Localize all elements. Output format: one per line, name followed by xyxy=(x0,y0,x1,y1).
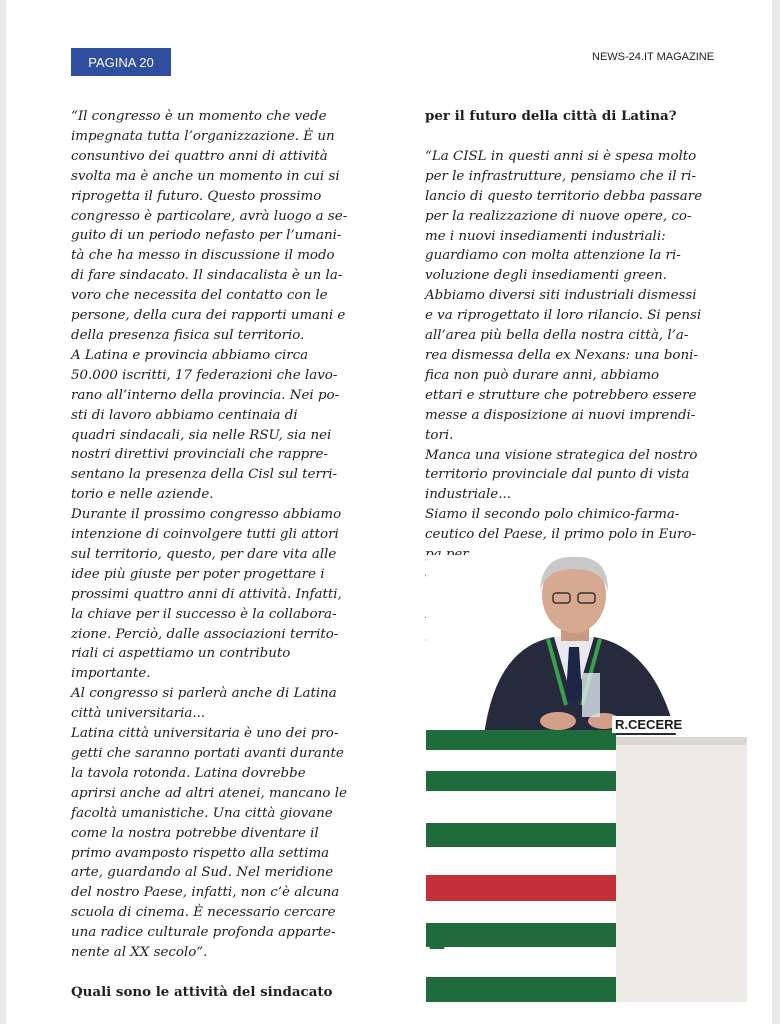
text-line: la chiave per il successo è la collabora- xyxy=(71,606,337,622)
text-line: importante. xyxy=(71,666,151,682)
text-line: congresso è particolare, avrà luogo a se- xyxy=(71,208,348,224)
text-line: Latina città universitaria è uno dei pro- xyxy=(71,726,339,742)
text-line: all’area più bella della nostra città, l’a- xyxy=(425,328,689,344)
text-line: Siamo il secondo polo chimico-farma- xyxy=(425,507,680,523)
text-line: me i nuovi insediamenti industriali: xyxy=(425,228,666,244)
text-line: impegnata tutta l’organizzazione. È un xyxy=(71,128,335,144)
interview-question-heading: Quali sono le attività del sindacato xyxy=(71,983,333,1000)
text-line: industriale... xyxy=(425,487,511,503)
text-line: consuntivo dei quattro anni di attività xyxy=(71,148,328,164)
text-line: guardiamo con molta attenzione la ri- xyxy=(425,248,681,264)
text-line: A Latina e provincia abbiamo circa xyxy=(71,347,309,363)
text-line: zione. Perciò, dalle associazioni territo- xyxy=(71,626,339,642)
text-line: tori. xyxy=(425,427,454,443)
page-number-badge xyxy=(71,48,171,76)
text-line: torio e nelle aziende. xyxy=(71,487,214,503)
text-line: lancio di questo territorio debba passare xyxy=(425,188,703,204)
text-line: voro che necessita del contatto con le xyxy=(71,288,328,304)
text-line: tà che ha messo in discussione il modo xyxy=(71,248,335,264)
text-line: getti che saranno portati avanti durante xyxy=(71,746,344,761)
text-line: rea dismessa della ex Nexans: una boni- xyxy=(425,347,698,363)
text-line: primo avamposto rispetto alla settima xyxy=(71,845,330,861)
interview-question-heading-continued: per il futuro della città di Latina? xyxy=(425,108,677,124)
text-line: Durante il prossimo congresso abbiamo xyxy=(71,507,342,523)
text-line: svolta ma è anche un momento in cui si xyxy=(71,168,340,184)
svg-text:E: E xyxy=(428,925,446,955)
text-line: 50.000 iscritti, 17 federazioni che lavo- xyxy=(71,367,338,383)
text-line: aprirsi anche ad altri atenei, mancano le xyxy=(71,785,347,801)
speaker-photo xyxy=(426,555,747,1002)
text-line: la tavola rotonda. Latina dovrebbe xyxy=(71,765,306,781)
text-line: prossimi quattro anni di attività. Infatti, xyxy=(71,586,342,602)
text-line: ettari e strutture che potrebbero essere xyxy=(425,387,697,403)
text-line: della presenza fisica sul territorio. xyxy=(71,327,305,343)
svg-text:A: A xyxy=(428,977,447,1002)
text-line: sentano la presenza della Cisl sul terri- xyxy=(71,467,338,483)
text-line: persone, della cura dei rapporti umani e xyxy=(71,308,346,324)
text-line: messe a disposizione ai nuovi imprendi- xyxy=(425,407,696,423)
text-line: nente al XX secolo”. xyxy=(71,945,208,961)
text-line: città universitaria... xyxy=(71,706,206,722)
text-line: guito di un periodo nefasto per l’umani- xyxy=(71,228,342,244)
text-line: Al congresso si parlerà anche di Latina xyxy=(71,686,337,702)
text-line: nostri direttivi provinciali che rappre- xyxy=(71,447,328,463)
text-line: e va riprogettato il loro rilancio. Si pensi xyxy=(425,308,702,324)
text-line: riprogetta il futuro. Questo prossimo xyxy=(71,188,322,204)
text-line: facoltà umanistiche. Una città giovane xyxy=(71,805,333,821)
text-line: Abbiamo diversi siti industriali dismessi xyxy=(425,288,697,304)
text-line: arte, guardando al Sud. Nel meridione xyxy=(71,865,334,881)
text-line: riali ci aspettiamo un contributo xyxy=(71,646,291,662)
text-line: Manca una visione strategica del nostro xyxy=(425,447,698,463)
text-line: sti di lavoro abbiamo centinaia di xyxy=(71,407,298,423)
text-line: del nostro Paese, infatti, non c’è alcuna xyxy=(71,885,340,901)
magazine-masthead: NEWS-24.IT MAGAZINE xyxy=(592,51,715,63)
text-line: voluzione degli insediamenti green. xyxy=(425,268,668,284)
text-line: quadri sindacali, sia nelle RSU, sia nei xyxy=(71,427,332,443)
text-line: intenzione di coinvolgere tutti gli attori xyxy=(71,527,339,543)
speaker-name-tag: R.CECERE xyxy=(612,716,685,733)
text-line: come la nostra potrebbe diventare il xyxy=(71,825,319,841)
text-line: per le infrastrutture, pensiamo che il ri- xyxy=(425,168,696,184)
left-column xyxy=(71,107,361,1003)
text-line: per la realizzazione di nuove opere, co- xyxy=(425,208,692,224)
text-line: sul territorio, questo, per dare vita alle xyxy=(71,546,337,562)
text-line: rano all’interno della provincia. Nei po- xyxy=(71,387,340,403)
text-line: “Il congresso è un momento che vede xyxy=(71,109,327,124)
text-line: ceutico del Paese, il primo polo in Euro- xyxy=(425,527,697,543)
text-line: di fare sindacato. Il sindacalista è un la- xyxy=(71,268,343,284)
text-line: una radice culturale profonda apparte- xyxy=(71,925,336,941)
text-line: fica non può durare anni, abbiamo xyxy=(425,367,660,383)
text-line: “La CISL in questi anni si è spesa molto xyxy=(425,148,697,164)
text-line: idee più giuste per poter progettare i xyxy=(71,566,325,582)
text-line: territorio provinciale dal punto di vista xyxy=(425,467,690,483)
page-number-label: PAGINA 20 xyxy=(88,54,154,70)
text-line: scuola di cinema. È necessario cercare xyxy=(71,905,336,921)
